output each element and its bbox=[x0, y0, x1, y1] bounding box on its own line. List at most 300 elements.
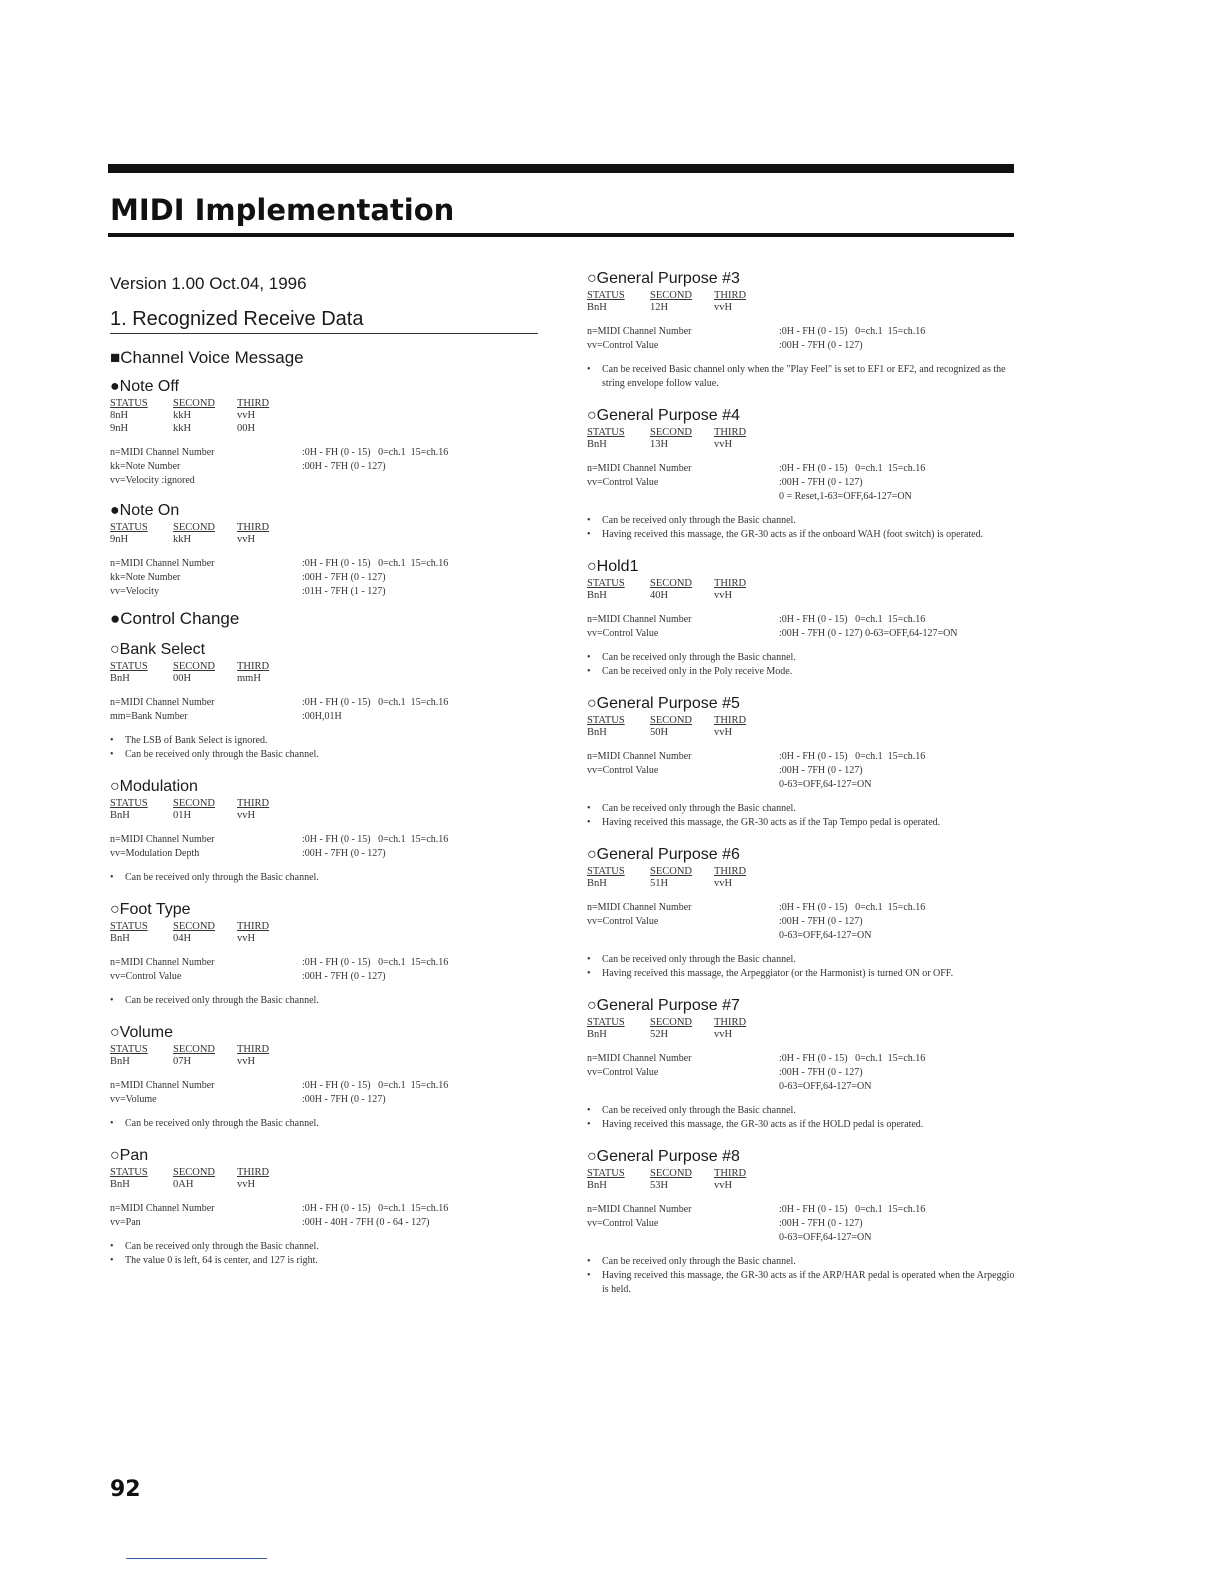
definition-line bbox=[110, 1202, 540, 1216]
message-title: ○Pan bbox=[110, 1147, 149, 1164]
bullet-icon: • bbox=[110, 872, 114, 883]
note-text: Having received this massage, the GR-30 acts as if the ARP/HAR pedal is operated when the Arpeggio is held. bbox=[602, 1270, 1015, 1295]
message-title: ○General Purpose #6 bbox=[587, 846, 740, 863]
note-item bbox=[110, 1117, 540, 1131]
definition-name: vv=Control Value bbox=[110, 971, 182, 982]
msg-general-purpose-7 bbox=[587, 997, 1017, 1132]
status-header: STATUS bbox=[110, 1167, 148, 1178]
section-heading: 1. Recognized Receive Data bbox=[110, 308, 538, 334]
status-byte: BnH bbox=[587, 878, 607, 889]
note-item bbox=[587, 953, 1017, 967]
second-byte: 52H bbox=[650, 1029, 669, 1040]
second-byte: 50H bbox=[650, 727, 669, 738]
note-item bbox=[587, 514, 1017, 528]
status-header: STATUS bbox=[587, 290, 625, 301]
parameter-definitions bbox=[110, 557, 540, 599]
note-item bbox=[110, 1254, 540, 1268]
second-byte: kkH bbox=[173, 534, 192, 545]
status-byte: BnH bbox=[587, 590, 607, 601]
message-title: ○General Purpose #7 bbox=[587, 997, 740, 1014]
column-header-row bbox=[587, 1168, 1017, 1179]
second-header: SECOND bbox=[650, 427, 693, 438]
status-byte: BnH bbox=[110, 810, 130, 821]
message-title: ○General Purpose #4 bbox=[587, 407, 740, 424]
column-header-row bbox=[110, 921, 540, 932]
msg-pan bbox=[110, 1147, 540, 1268]
second-header: SECOND bbox=[650, 290, 693, 301]
status-header: STATUS bbox=[587, 578, 625, 589]
definition-range: :00H - 7FH (0 - 127) bbox=[302, 572, 386, 583]
second-header: SECOND bbox=[173, 661, 216, 672]
notes-list bbox=[110, 994, 540, 1008]
second-byte: 0AH bbox=[173, 1179, 194, 1190]
definition-range: :0H - FH (0 - 15) 0=ch.1 15=ch.16 bbox=[302, 447, 449, 458]
third-byte: vvH bbox=[237, 1056, 256, 1067]
definition-range: :0H - FH (0 - 15) 0=ch.1 15=ch.16 bbox=[302, 957, 449, 968]
notes-list bbox=[110, 1117, 540, 1131]
third-byte: vvH bbox=[237, 810, 256, 821]
definition-range: :0H - FH (0 - 15) 0=ch.1 15=ch.16 bbox=[302, 558, 449, 569]
definition-name: vv=Pan bbox=[110, 1217, 141, 1228]
third-byte: vvH bbox=[237, 410, 256, 421]
message-title: ○Bank Select bbox=[110, 641, 206, 658]
third-byte: vvH bbox=[714, 590, 733, 601]
status-header: STATUS bbox=[110, 661, 148, 672]
third-byte: vvH bbox=[714, 439, 733, 450]
definition-name: vv=Control Value bbox=[587, 340, 659, 351]
message-title: ○General Purpose #8 bbox=[587, 1148, 740, 1165]
bullet-icon: • bbox=[587, 666, 591, 677]
definition-range: :0H - FH (0 - 15) 0=ch.1 15=ch.16 bbox=[302, 697, 449, 708]
parameter-definitions bbox=[587, 613, 1017, 641]
definition-range bbox=[302, 474, 540, 488]
note-item bbox=[110, 871, 540, 885]
column-header-row bbox=[110, 1167, 540, 1178]
note-item bbox=[587, 967, 1017, 981]
msg-general-purpose-5 bbox=[587, 695, 1017, 830]
definition-line bbox=[587, 339, 1017, 353]
status-byte: 9nH bbox=[110, 423, 129, 434]
parameter-definitions bbox=[587, 462, 1017, 504]
definition-name: n=MIDI Channel Number bbox=[587, 463, 692, 474]
definition-line bbox=[110, 474, 540, 488]
bullet-icon: • bbox=[110, 735, 114, 746]
definition-line bbox=[587, 1217, 1017, 1245]
definition-line bbox=[110, 1093, 540, 1107]
message-bytes-row bbox=[110, 1179, 540, 1190]
column-header-row bbox=[110, 661, 540, 672]
control-change-heading: ●Control Change bbox=[110, 609, 240, 628]
note-text: Can be received only through the Basic channel. bbox=[602, 652, 796, 663]
bullet-icon: • bbox=[587, 515, 591, 526]
status-byte: BnH bbox=[110, 673, 130, 684]
definition-name: n=MIDI Channel Number bbox=[110, 447, 215, 458]
third-header: THIRD bbox=[714, 715, 747, 726]
third-header: THIRD bbox=[714, 578, 747, 589]
notes-list bbox=[587, 514, 1017, 542]
third-header: THIRD bbox=[714, 290, 747, 301]
status-header: STATUS bbox=[587, 427, 625, 438]
definition-line bbox=[587, 1203, 1017, 1217]
definition-name: kk=Note Number bbox=[110, 461, 181, 472]
note-item bbox=[587, 802, 1017, 816]
message-bytes-row bbox=[110, 933, 540, 944]
definition-name: vv=Control Value bbox=[587, 477, 659, 488]
definition-line bbox=[587, 750, 1017, 764]
msg-note-on bbox=[110, 502, 540, 599]
second-header: SECOND bbox=[650, 578, 693, 589]
note-text: Can be received only through the Basic channel. bbox=[602, 803, 796, 814]
message-title: ●Note On bbox=[110, 502, 180, 519]
definition-name: n=MIDI Channel Number bbox=[110, 558, 215, 569]
second-byte: kkH bbox=[173, 410, 192, 421]
note-text: Can be received only through the Basic channel. bbox=[125, 995, 319, 1006]
definition-name: kk=Note Number bbox=[110, 572, 181, 583]
message-bytes-row bbox=[110, 410, 540, 421]
definition-name: mm=Bank Number bbox=[110, 711, 188, 722]
message-title: ○General Purpose #5 bbox=[587, 695, 740, 712]
second-byte: kkH bbox=[173, 423, 192, 434]
column-header-row bbox=[110, 522, 540, 533]
notes-list bbox=[587, 953, 1017, 981]
definition-range: :0H - FH (0 - 15) 0=ch.1 15=ch.16 bbox=[779, 614, 926, 625]
title-rule bbox=[108, 233, 1014, 237]
definition-name: vv=Control Value bbox=[587, 628, 659, 639]
definition-name: vv=Control Value bbox=[587, 1218, 659, 1229]
definition-range: :00H - 7FH (0 - 127) 0 = Reset,1-63=OFF,64-127=ON bbox=[779, 477, 912, 502]
status-byte: BnH bbox=[110, 933, 130, 944]
notes-list bbox=[110, 734, 540, 762]
bullet-icon: • bbox=[587, 817, 591, 828]
msg-hold1 bbox=[587, 558, 1017, 679]
column-header-row bbox=[587, 578, 1017, 589]
definition-name: n=MIDI Channel Number bbox=[110, 1203, 215, 1214]
status-byte: 8nH bbox=[110, 410, 129, 421]
status-byte: BnH bbox=[587, 1029, 607, 1040]
second-header: SECOND bbox=[173, 398, 216, 409]
top-rule bbox=[108, 164, 1014, 173]
third-byte: vvH bbox=[714, 878, 733, 889]
definition-range: :00H - 7FH (0 - 127) 0-63=OFF,64-127=ON bbox=[779, 1218, 872, 1243]
definition-name: n=MIDI Channel Number bbox=[110, 834, 215, 845]
note-text: Can be received only through the Basic channel. bbox=[602, 1256, 796, 1267]
note-text: Having received this massage, the GR-30 acts as if the Tap Tempo pedal is operated. bbox=[602, 817, 941, 828]
second-byte: 07H bbox=[173, 1056, 192, 1067]
parameter-definitions bbox=[110, 833, 540, 861]
msg-general-purpose-3 bbox=[587, 270, 1017, 391]
third-byte: vvH bbox=[237, 933, 256, 944]
notes-list bbox=[110, 871, 540, 885]
column-header-row bbox=[587, 427, 1017, 438]
definition-range: :0H - FH (0 - 15) 0=ch.1 15=ch.16 bbox=[302, 834, 449, 845]
second-byte: 53H bbox=[650, 1180, 669, 1191]
note-text: The value 0 is left, 64 is center, and 127 is right. bbox=[125, 1255, 318, 1266]
note-text: Can be received only through the Basic channel. bbox=[602, 1105, 796, 1116]
column-header-row bbox=[110, 1044, 540, 1055]
message-bytes-row bbox=[587, 727, 1017, 738]
message-bytes-row bbox=[110, 423, 540, 434]
third-header: THIRD bbox=[714, 1017, 747, 1028]
definition-name: n=MIDI Channel Number bbox=[110, 697, 215, 708]
msg-general-purpose-4 bbox=[587, 407, 1017, 542]
bullet-icon: • bbox=[587, 1270, 591, 1281]
message-bytes-row bbox=[587, 1180, 1017, 1191]
status-header: STATUS bbox=[587, 1017, 625, 1028]
definition-name: n=MIDI Channel Number bbox=[587, 1053, 692, 1064]
definition-line bbox=[110, 710, 540, 724]
note-item bbox=[110, 994, 540, 1008]
right-column bbox=[587, 270, 1017, 1313]
definition-name: n=MIDI Channel Number bbox=[587, 614, 692, 625]
bullet-icon: • bbox=[587, 1119, 591, 1130]
column-header-row bbox=[110, 798, 540, 809]
third-header: THIRD bbox=[714, 1168, 747, 1179]
note-item bbox=[587, 528, 1017, 542]
status-header: STATUS bbox=[110, 1044, 148, 1055]
message-bytes-row bbox=[110, 534, 540, 545]
definition-line bbox=[587, 764, 1017, 792]
definition-line bbox=[110, 571, 540, 585]
definition-range: :0H - FH (0 - 15) 0=ch.1 15=ch.16 bbox=[779, 751, 926, 762]
message-title: ○Volume bbox=[110, 1024, 174, 1041]
parameter-definitions bbox=[110, 956, 540, 984]
third-header: THIRD bbox=[237, 921, 270, 932]
parameter-definitions bbox=[110, 446, 540, 488]
definition-name: vv=Control Value bbox=[587, 916, 659, 927]
message-title: ●Note Off bbox=[110, 378, 179, 395]
definition-line bbox=[587, 476, 1017, 504]
definition-line bbox=[587, 462, 1017, 476]
note-text: Can be received only through the Basic channel. bbox=[602, 954, 796, 965]
note-item bbox=[587, 1255, 1017, 1269]
definition-name: n=MIDI Channel Number bbox=[587, 902, 692, 913]
definition-line bbox=[587, 915, 1017, 943]
definition-range: :00H - 7FH (0 - 127) bbox=[302, 461, 386, 472]
column-header-row bbox=[587, 290, 1017, 301]
definition-name: vv=Velocity :ignored bbox=[110, 475, 195, 486]
second-header: SECOND bbox=[650, 1168, 693, 1179]
note-text: Can be received Basic channel only when the "Play Feel" is set to EF1 or EF2, and recognized as the string envelope follow value. bbox=[602, 364, 1006, 389]
second-byte: 01H bbox=[173, 810, 192, 821]
parameter-definitions bbox=[110, 1079, 540, 1107]
definition-line bbox=[587, 627, 1017, 641]
notes-list bbox=[587, 1104, 1017, 1132]
bullet-icon: • bbox=[110, 1255, 114, 1266]
msg-note-off bbox=[110, 378, 540, 488]
note-item bbox=[587, 1104, 1017, 1118]
third-byte: vvH bbox=[237, 534, 256, 545]
definition-range: :00H - 7FH (0 - 127) 0-63=OFF,64-127=ON bbox=[779, 916, 872, 941]
status-header: STATUS bbox=[110, 921, 148, 932]
definition-name: n=MIDI Channel Number bbox=[587, 326, 692, 337]
msg-modulation bbox=[110, 778, 540, 885]
definition-line bbox=[110, 696, 540, 710]
note-item bbox=[587, 651, 1017, 665]
msg-foot-type bbox=[110, 901, 540, 1008]
note-text: The LSB of Bank Select is ignored. bbox=[125, 735, 268, 746]
status-header: STATUS bbox=[110, 522, 148, 533]
channel-voice-heading: ■Channel Voice Message bbox=[110, 348, 304, 367]
definition-line bbox=[110, 1216, 540, 1230]
parameter-definitions bbox=[110, 1202, 540, 1230]
third-header: THIRD bbox=[237, 1044, 270, 1055]
note-item bbox=[110, 1240, 540, 1254]
parameter-definitions bbox=[587, 1052, 1017, 1094]
status-byte: BnH bbox=[587, 439, 607, 450]
definition-range: :00H - 7FH (0 - 127) bbox=[779, 340, 863, 351]
parameter-definitions bbox=[587, 750, 1017, 792]
third-byte: vvH bbox=[714, 302, 733, 313]
message-bytes-row bbox=[587, 439, 1017, 450]
message-title: ○Hold1 bbox=[587, 558, 639, 575]
message-bytes-row bbox=[587, 878, 1017, 889]
definition-range: :0H - FH (0 - 15) 0=ch.1 15=ch.16 bbox=[302, 1080, 449, 1091]
definition-name: vv=Modulation Depth bbox=[110, 848, 200, 859]
third-header: THIRD bbox=[237, 522, 270, 533]
third-byte: vvH bbox=[714, 1180, 733, 1191]
bullet-icon: • bbox=[587, 652, 591, 663]
status-byte: BnH bbox=[110, 1179, 130, 1190]
third-header: THIRD bbox=[237, 798, 270, 809]
third-header: THIRD bbox=[237, 398, 270, 409]
definition-name: n=MIDI Channel Number bbox=[587, 1204, 692, 1215]
status-header: STATUS bbox=[587, 715, 625, 726]
bullet-icon: • bbox=[587, 364, 591, 375]
second-header: SECOND bbox=[650, 866, 693, 877]
msg-general-purpose-6 bbox=[587, 846, 1017, 981]
third-byte: vvH bbox=[237, 1179, 256, 1190]
third-byte: vvH bbox=[714, 727, 733, 738]
note-text: Can be received only through the Basic channel. bbox=[125, 872, 319, 883]
definition-name: n=MIDI Channel Number bbox=[110, 957, 215, 968]
third-byte: 00H bbox=[237, 423, 256, 434]
second-header: SECOND bbox=[173, 1167, 216, 1178]
definition-name: vv=Control Value bbox=[587, 765, 659, 776]
note-item bbox=[110, 748, 540, 762]
second-byte: 00H bbox=[173, 673, 192, 684]
third-header: THIRD bbox=[237, 1167, 270, 1178]
msg-volume bbox=[110, 1024, 540, 1131]
note-text: Having received this massage, the GR-30 acts as if the HOLD pedal is operated. bbox=[602, 1119, 924, 1130]
status-header: STATUS bbox=[587, 866, 625, 877]
bullet-icon: • bbox=[587, 529, 591, 540]
note-text: Can be received only through the Basic channel. bbox=[125, 1241, 319, 1252]
definition-name: n=MIDI Channel Number bbox=[110, 1080, 215, 1091]
definition-line bbox=[587, 613, 1017, 627]
status-byte: BnH bbox=[587, 1180, 607, 1191]
definition-range: :00H - 7FH (0 - 127) 0-63=OFF,64-127=ON bbox=[779, 628, 958, 639]
msg-bank-select bbox=[110, 641, 540, 762]
column-header-row bbox=[587, 866, 1017, 877]
status-header: STATUS bbox=[110, 398, 148, 409]
definition-line bbox=[110, 970, 540, 984]
page-number: 92 bbox=[110, 1477, 141, 1502]
status-byte: BnH bbox=[110, 1056, 130, 1067]
message-bytes-row bbox=[110, 810, 540, 821]
bullet-icon: • bbox=[587, 968, 591, 979]
column-header-row bbox=[587, 1017, 1017, 1028]
status-byte: BnH bbox=[587, 727, 607, 738]
third-byte: mmH bbox=[237, 673, 261, 684]
definition-range: :0H - FH (0 - 15) 0=ch.1 15=ch.16 bbox=[779, 1053, 926, 1064]
definition-line bbox=[110, 833, 540, 847]
definition-range: :0H - FH (0 - 15) 0=ch.1 15=ch.16 bbox=[779, 326, 926, 337]
notes-list bbox=[587, 651, 1017, 679]
parameter-definitions bbox=[110, 696, 540, 724]
second-header: SECOND bbox=[173, 1044, 216, 1055]
bullet-icon: • bbox=[587, 1256, 591, 1267]
note-text: Can be received only through the Basic channel. bbox=[125, 749, 319, 760]
bullet-icon: • bbox=[110, 995, 114, 1006]
note-text: Can be received only through the Basic channel. bbox=[125, 1118, 319, 1129]
definition-line bbox=[110, 446, 540, 460]
parameter-definitions bbox=[587, 901, 1017, 943]
notes-list bbox=[587, 1255, 1017, 1297]
message-bytes-row bbox=[110, 1056, 540, 1067]
note-text: Can be received only in the Poly receive Mode. bbox=[602, 666, 793, 677]
second-header: SECOND bbox=[650, 1017, 693, 1028]
second-byte: 04H bbox=[173, 933, 192, 944]
message-title: ○Modulation bbox=[110, 778, 198, 795]
note-item bbox=[587, 1269, 1017, 1297]
definition-line bbox=[110, 847, 540, 861]
note-item bbox=[110, 734, 540, 748]
second-byte: 13H bbox=[650, 439, 669, 450]
status-header: STATUS bbox=[587, 1168, 625, 1179]
bullet-icon: • bbox=[587, 803, 591, 814]
definition-range: :00H - 7FH (0 - 127) bbox=[302, 848, 386, 859]
left-column bbox=[110, 270, 540, 1284]
status-byte: BnH bbox=[587, 302, 607, 313]
definition-name: vv=Control Value bbox=[587, 1067, 659, 1078]
bullet-icon: • bbox=[587, 1105, 591, 1116]
notes-list bbox=[587, 363, 1017, 391]
message-bytes-row bbox=[587, 590, 1017, 601]
second-byte: 40H bbox=[650, 590, 669, 601]
definition-line bbox=[110, 1079, 540, 1093]
definition-range: :00H,01H bbox=[302, 711, 342, 722]
definition-range: :01H - 7FH (1 - 127) bbox=[302, 586, 386, 597]
definition-line bbox=[110, 460, 540, 474]
bullet-icon: • bbox=[110, 1118, 114, 1129]
second-byte: 12H bbox=[650, 302, 669, 313]
status-byte: 9nH bbox=[110, 534, 129, 545]
message-title: ○Foot Type bbox=[110, 901, 191, 918]
definition-range: :00H - 7FH (0 - 127) 0-63=OFF,64-127=ON bbox=[779, 1067, 872, 1092]
third-byte: vvH bbox=[714, 1029, 733, 1040]
definition-line bbox=[587, 325, 1017, 339]
definition-range: :0H - FH (0 - 15) 0=ch.1 15=ch.16 bbox=[779, 902, 926, 913]
note-item bbox=[587, 363, 1017, 391]
second-header: SECOND bbox=[650, 715, 693, 726]
second-header: SECOND bbox=[173, 798, 216, 809]
version-line: Version 1.00 Oct.04, 1996 bbox=[110, 274, 307, 293]
bullet-icon: • bbox=[110, 1241, 114, 1252]
definition-line bbox=[110, 585, 540, 599]
column-header-row bbox=[587, 715, 1017, 726]
third-header: THIRD bbox=[714, 427, 747, 438]
msg-general-purpose-8 bbox=[587, 1148, 1017, 1297]
definition-range: :00H - 7FH (0 - 127) bbox=[302, 1094, 386, 1105]
note-text: Having received this massage, the Arpeggiator (or the Harmonist) is turned ON or OFF. bbox=[602, 968, 954, 979]
notes-list bbox=[587, 802, 1017, 830]
definition-range: :00H - 40H - 7FH (0 - 64 - 127) bbox=[302, 1217, 430, 1228]
definition-line bbox=[587, 901, 1017, 915]
notes-list bbox=[110, 1240, 540, 1268]
definition-range: :0H - FH (0 - 15) 0=ch.1 15=ch.16 bbox=[302, 1203, 449, 1214]
definition-name: n=MIDI Channel Number bbox=[587, 751, 692, 762]
message-bytes-row bbox=[587, 302, 1017, 313]
